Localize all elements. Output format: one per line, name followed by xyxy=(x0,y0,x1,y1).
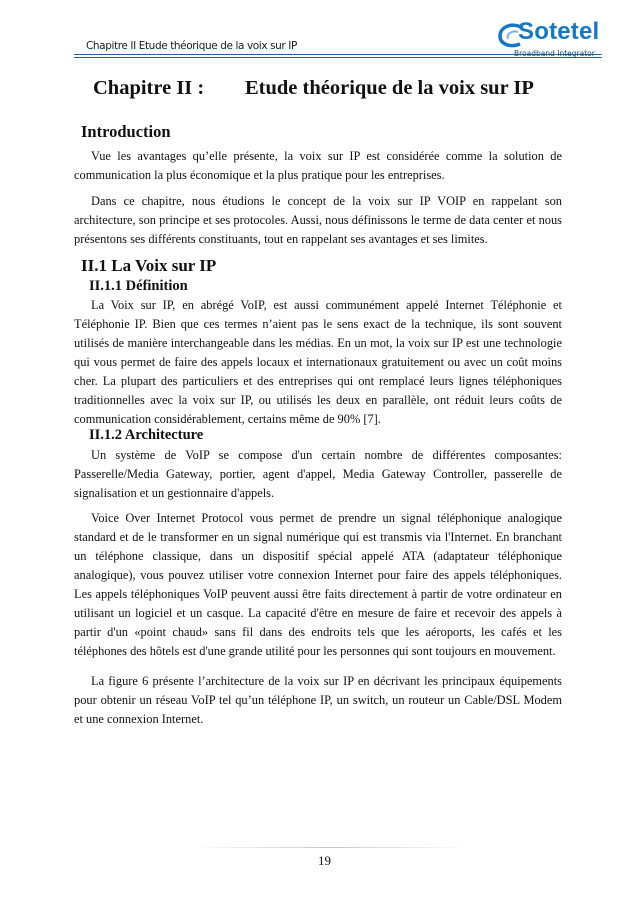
logo-tagline: Broadband Integrator xyxy=(514,49,595,58)
subsection-heading-definition: II.1.1 Définition xyxy=(89,278,188,294)
architecture-paragraph-1: Un système de VoIP se compose d'un certain nombre de différentes composantes: Passerelle/Media Gateway, portier, agent d'appel, Media Gateway Controller, passerelle de signalisation et un gestionnaire d'appels. xyxy=(74,448,562,500)
subsection-heading-architecture: II.1.2 Architecture xyxy=(89,427,204,443)
chapter-title: Etude théorique de la voix sur IP xyxy=(245,77,534,99)
architecture-paragraph-2: Voice Over Internet Protocol vous permet de prendre un signal téléphonique analogique standard et de le transformer en un signal numérique qui est transmis via l'Internet. En branchant un téléphone classique, dans un dispositif spécial appelé ATA (adaptateur téléphonique analogique), vous pouvez utiliser votre connexion Internet pour faire des appels téléphoniques. Les appels téléphoniques VoIP peuvent aussi être faits directement à partir de votre ordinateur en utilisant un logiciel et un casque. La capacité d'être en mesure de faire et recevoir des appels à partir d'un «point chaud» sans fil dans des endroits tels que les aéroports, les cafés et les téléphones des hôtels est d'une grande utilité pour les personnes qui sont toujours en mouvement. xyxy=(74,511,562,658)
footer-rule xyxy=(190,847,470,848)
architecture-paragraph-3: La figure 6 présente l’architecture de la voix sur IP en décrivant les principaux équipements pour obtenir un réseau VoIP tel qu’un téléphone IP, un switch, un routeur un Cable/DSL Modem et une connexion Internet. xyxy=(74,674,562,726)
intro-heading: Introduction xyxy=(81,122,171,141)
page-number: 19 xyxy=(318,853,331,868)
chapter-heading xyxy=(93,77,534,100)
definition-paragraph: La Voix sur IP, en abrégé VoIP, est aussi communément appelé Internet Téléphonie et Téléphonie IP. Bien que ces termes n’aient pas le sens exact de la technique, ils sont souvent utilisés de manière interchangeable dans les médias. En un mot, la voix sur IP est une technologie qui vous permet de faire des appels locaux et internationaux gratuitement ou avec un coût moins cher. La plupart des particuliers et des entreprises qui ont remplacé leurs lignes téléphoniques traditionnelles avec la voix sur IP, ou utilisés les deux en parallèle, ont réduit leurs coûts de communication considérablement, certains même de 90% [7]. xyxy=(74,298,562,426)
running-title: Chapitre II Etude théorique de la voix sur IP xyxy=(86,40,297,52)
logo-wordmark: Sotetel xyxy=(518,18,600,45)
page-header xyxy=(0,0,638,70)
intro-paragraph-2: Dans ce chapitre, nous étudions le concept de la voix sur IP VOIP en rappelant son architecture, son principe et ses protocoles. Aussi, nous définissons le terme de data center et nous présentons ses différents constituants, tout en rappelant ses avantages et ses limites. xyxy=(74,194,562,246)
sotetel-logo xyxy=(492,20,604,62)
section-heading-ii-1: II.1 La Voix sur IP xyxy=(81,256,217,275)
intro-paragraph-1: Vue les avantages qu’elle présente, la voix sur IP est considérée comme la solution de communication la plus économique et la plus pratique pour les entreprises. xyxy=(74,149,562,182)
chapter-number: Chapitre II : xyxy=(93,77,205,99)
